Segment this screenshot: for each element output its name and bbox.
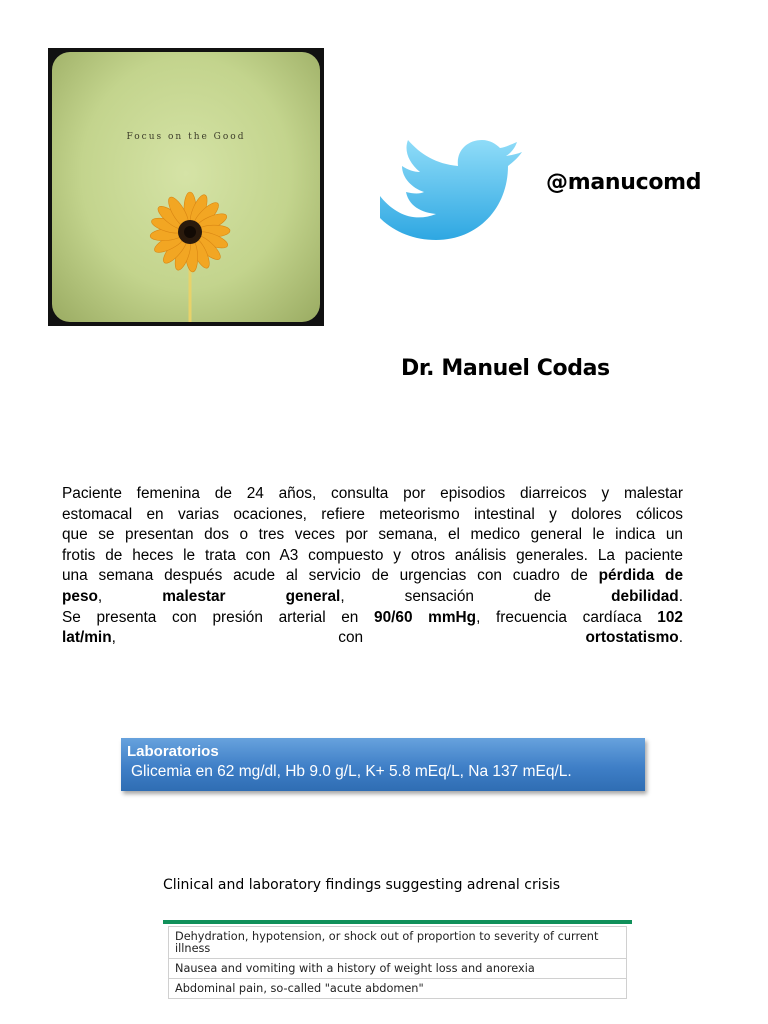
case-bold-text: lat/min xyxy=(62,629,112,647)
table-row xyxy=(169,927,627,959)
findings-title-rule xyxy=(163,920,632,924)
case-line xyxy=(62,484,683,505)
case-line xyxy=(62,587,683,608)
case-text: Se presenta con presión arterial en xyxy=(62,608,375,626)
focus-on-the-good-photo xyxy=(48,48,324,326)
case-bold-text: 102 xyxy=(657,608,683,626)
case-text: . xyxy=(678,629,683,647)
case-bold-text: pérdida de xyxy=(598,567,683,585)
findings-table-title: Clinical and laboratory findings suggesting adrenal crisis xyxy=(163,877,561,893)
case-text: , frecuencia cardíaca xyxy=(476,608,658,626)
table-cell: Nausea and vomiting with a history of weight loss and anorexia xyxy=(169,959,627,979)
case-line xyxy=(62,546,683,567)
case-text: , con xyxy=(111,629,586,647)
findings-table xyxy=(168,926,627,999)
case-bold-text: peso xyxy=(62,587,98,605)
case-line xyxy=(62,525,683,546)
case-bold-text: ortostatismo xyxy=(585,629,679,647)
case-text: , xyxy=(97,587,163,605)
case-paragraph xyxy=(62,484,683,649)
case-line xyxy=(62,505,683,526)
labs-title: Laboratorios xyxy=(127,743,219,760)
case-line xyxy=(62,628,683,649)
case-line xyxy=(62,608,683,629)
case-text: que se presentan dos o tres veces por semana, el medico general le indica un xyxy=(62,526,683,544)
case-text: una semana después acude al servicio de urgencias con cuadro de xyxy=(62,567,599,585)
case-text: . xyxy=(678,587,683,605)
case-text: estomacal en varias ocaciones, refiere meteorismo intestinal y dolores cólicos xyxy=(62,505,683,523)
labs-box xyxy=(121,738,645,791)
table-cell: Dehydration, hypotension, or shock out of proportion to severity of current illness xyxy=(169,927,627,959)
case-bold-text: malestar general xyxy=(162,587,341,605)
case-bold-text: debilidad xyxy=(611,587,679,605)
table-row xyxy=(169,959,627,979)
photo-caption: Focus on the Good xyxy=(126,132,246,142)
case-line xyxy=(62,566,683,587)
sunflower-illustration xyxy=(52,52,320,322)
twitter-bird-icon xyxy=(378,138,528,243)
case-bold-text: 90/60 mmHg xyxy=(374,608,477,626)
case-text: Paciente femenina de 24 años, consulta por episodios diarreicos y malestar xyxy=(62,485,683,502)
case-text: , sensación de xyxy=(340,587,612,605)
photo-frame xyxy=(52,52,320,322)
labs-values: Glicemia en 62 mg/dl, Hb 9.0 g/L, K+ 5.8 mEq/L, Na 137 mEq/L. xyxy=(131,763,572,780)
table-cell: Abdominal pain, so-called "acute abdomen" xyxy=(169,979,627,999)
author-name: Dr. Manuel Codas xyxy=(401,356,610,381)
case-text: frotis de heces le trata con A3 compuesto y otros análisis generales. La paciente xyxy=(62,546,683,564)
table-row xyxy=(169,979,627,999)
twitter-handle[interactable]: @manucomd xyxy=(546,170,702,195)
